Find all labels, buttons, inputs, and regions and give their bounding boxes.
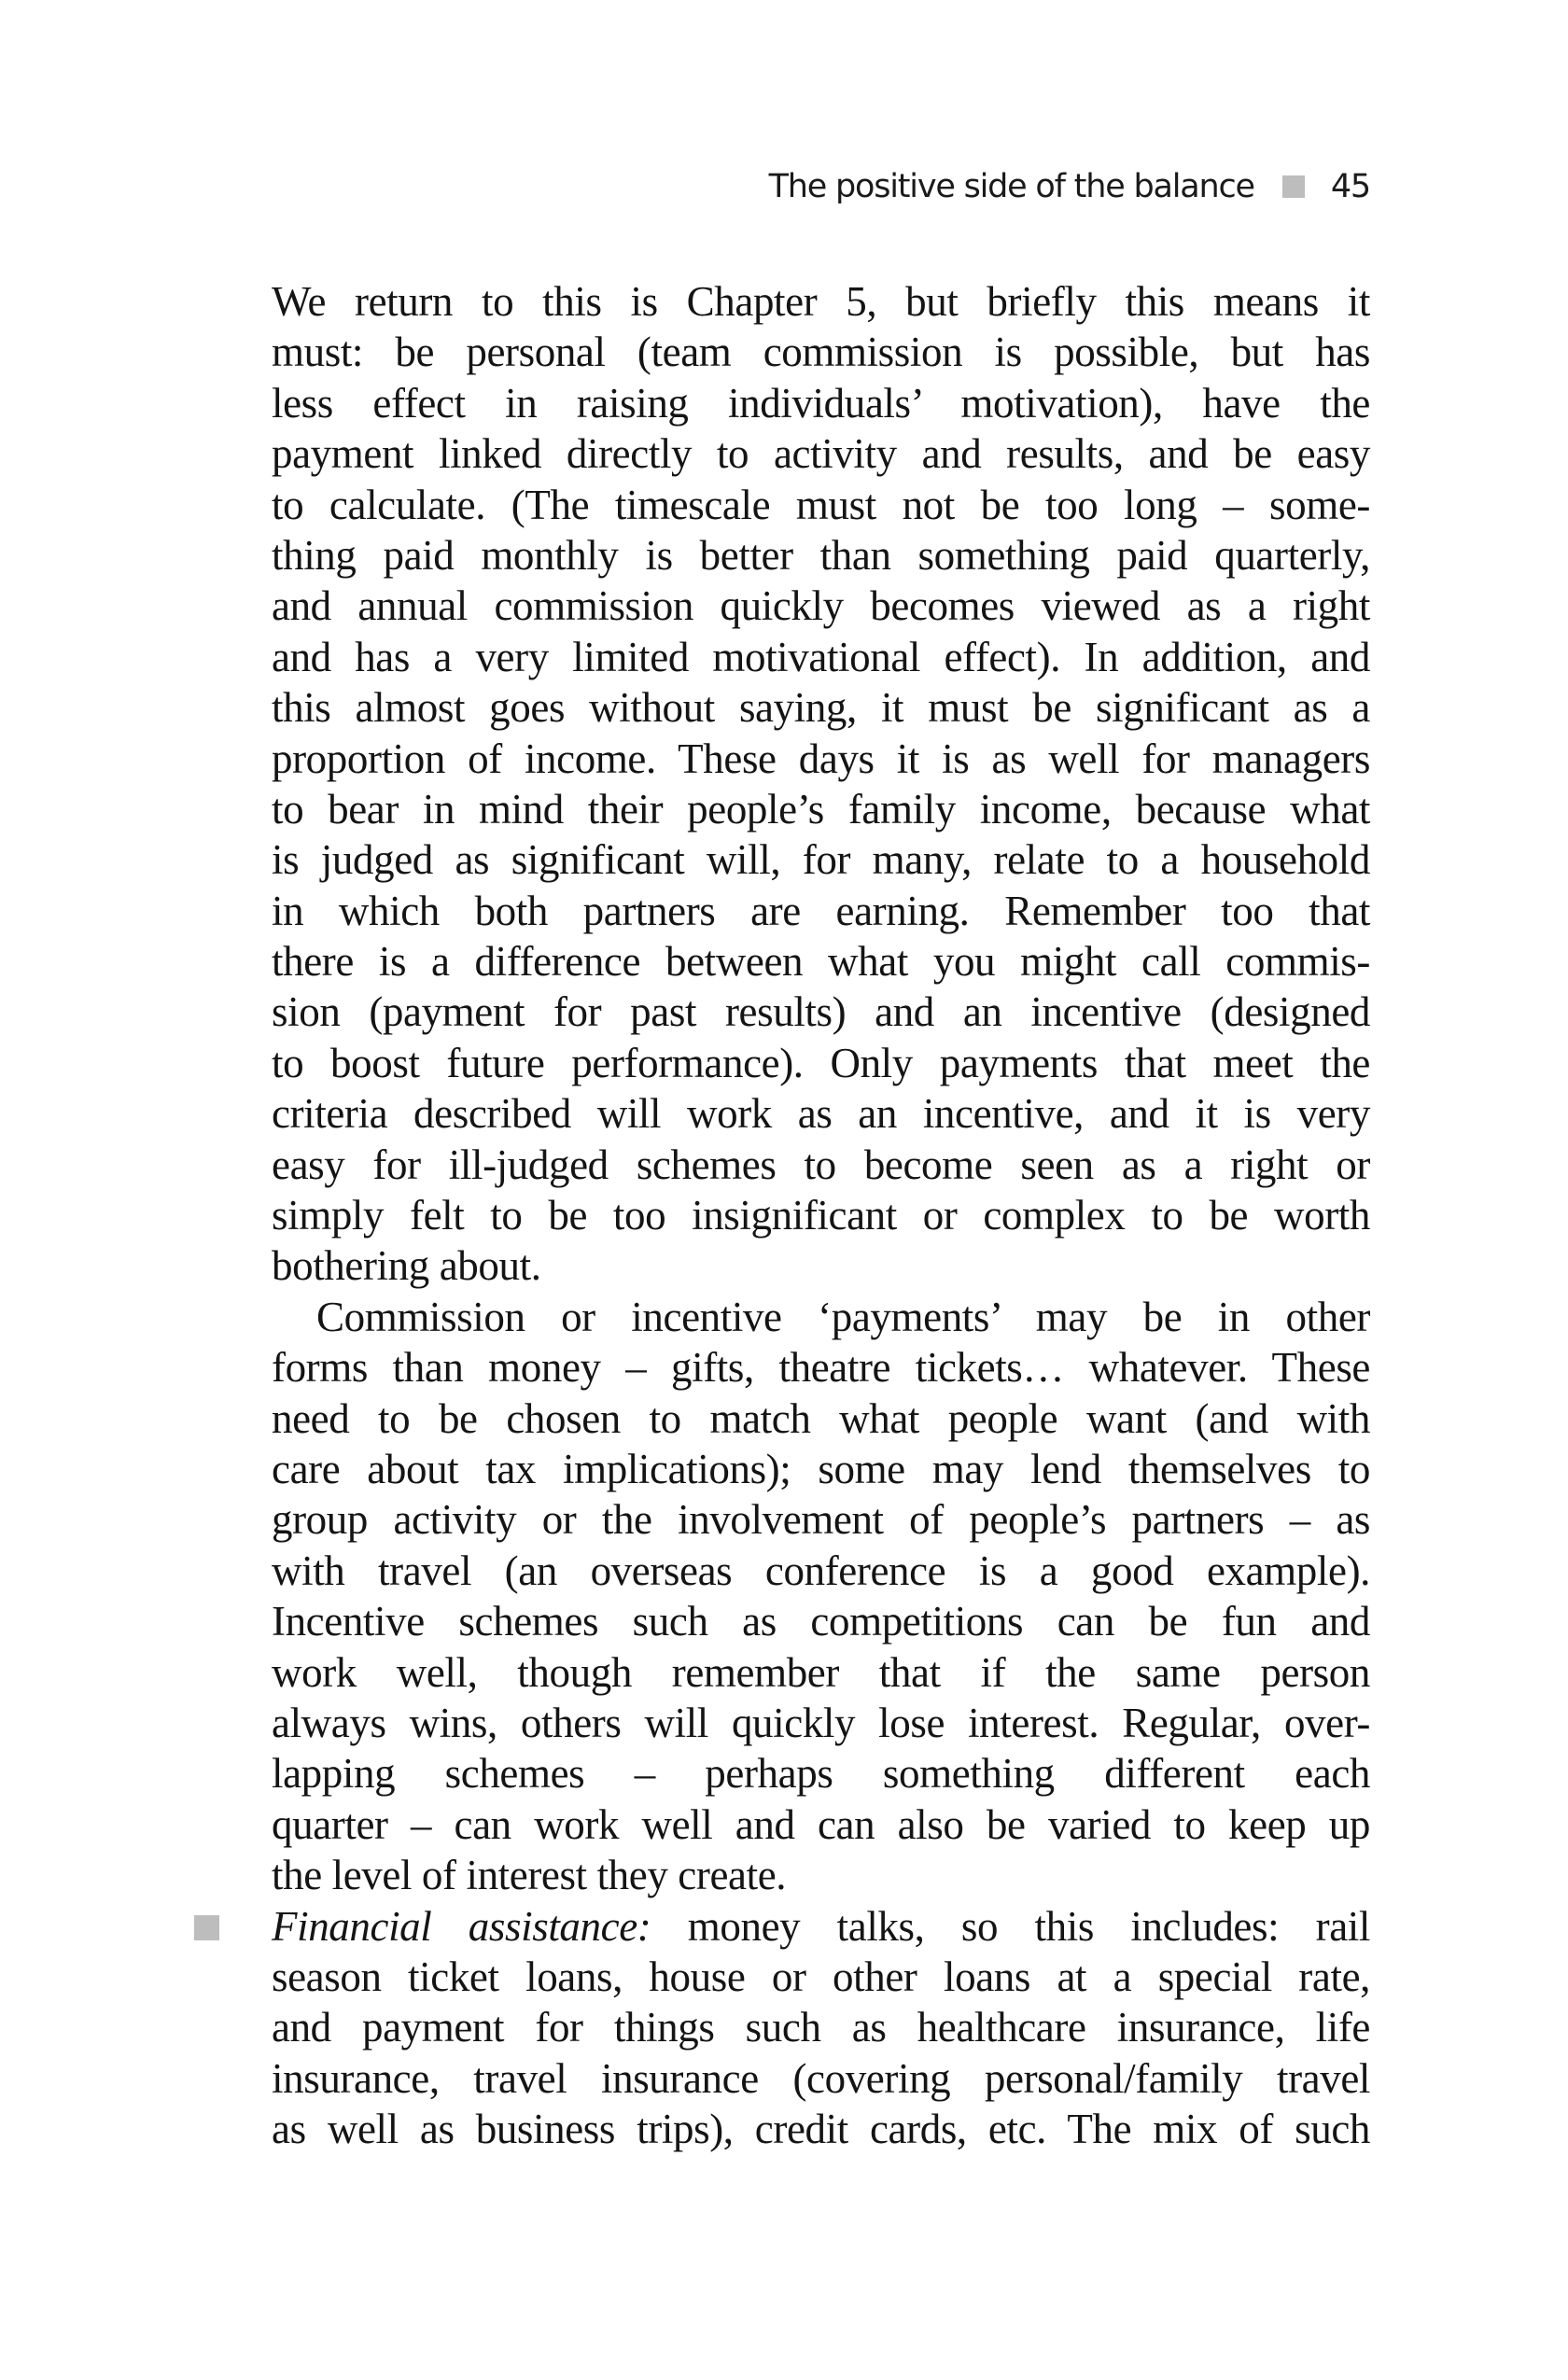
text-line: thing paid monthly is better than something paid quarterly,	[272, 531, 1370, 579]
text-line: is judged as significant will, for many, relate to a household	[272, 836, 1370, 884]
text-line: Incentive schemes such as competitions can be fun and	[272, 1598, 1370, 1645]
text-line: care about tax implications); some may lend themselves to	[272, 1445, 1370, 1492]
text-line: to bear in mind their people’s family income, because what	[272, 785, 1370, 833]
text-line: and has a very limited motivational effect). In addition, and	[272, 633, 1370, 680]
text-line	[272, 1901, 1370, 1952]
text-line: less effect in raising individuals’ motivation), have the	[272, 379, 1370, 427]
text-line: simply felt to be too insignificant or complex to be worth	[272, 1192, 1370, 1239]
text-line: easy for ill-judged schemes to become seen as a right or	[272, 1141, 1370, 1188]
text-line: proportion of income. These days it is as well for managers	[272, 735, 1370, 782]
bullet-text: money talks, so this includes: rail	[651, 1902, 1370, 1950]
text-line: forms than money – gifts, theatre tickets… whatever. These	[272, 1344, 1370, 1392]
bullet-term: Financial assistance:	[272, 1902, 651, 1950]
text-line: to boost future performance). Only payments that meet the	[272, 1039, 1370, 1086]
paragraph-commission-criteria	[272, 276, 1370, 1292]
text-line: the level of interest they create.	[272, 1852, 787, 1899]
text-line: group activity or the involvement of people’s partners – as	[272, 1496, 1370, 1544]
text-line: must: be personal (team commission is possible, but has	[272, 329, 1370, 376]
text-line: bothering about.	[272, 1242, 541, 1290]
text-line: need to be chosen to match what people want (and with	[272, 1394, 1370, 1442]
text-line: insurance, travel insurance (covering personal/family travel	[272, 2054, 1370, 2102]
text-line: in which both partners are earning. Remember too that	[272, 887, 1370, 934]
text-line: always wins, others will quickly lose interest. Regular, over-	[272, 1699, 1370, 1746]
text-line: quarter – can work well and can also be varied to keep up	[272, 1800, 1370, 1848]
text-line: and annual commission quickly becomes viewed as a right	[272, 582, 1370, 630]
text-line: season ticket loans, house or other loans at a special rate,	[272, 1953, 1370, 2000]
square-bullet-icon	[194, 1915, 219, 1940]
text-line: criteria described will work as an incentive, and it is very	[272, 1090, 1370, 1138]
text-line: payment linked directly to activity and results, and be easy	[272, 430, 1370, 478]
text-line: sion (payment for past results) and an incentive (designed	[272, 988, 1370, 1036]
text-line: work well, though remember that if the same person	[272, 1648, 1370, 1696]
bullet-item-financial-assistance	[272, 1901, 1370, 2155]
text-line: Commission or incentive ‘payments’ may be in other	[316, 1293, 1370, 1340]
page-number: 45	[1330, 168, 1370, 205]
running-head-title: The positive side of the balance	[768, 168, 1254, 205]
square-separator-icon	[1282, 175, 1305, 198]
body-text	[272, 276, 1370, 2154]
paragraph-non-cash-incentives	[272, 1292, 1370, 1901]
text-line: with travel (an overseas conference is a good example).	[272, 1547, 1370, 1594]
text-line: to calculate. (The timescale must not be too long – some-	[272, 481, 1370, 528]
text-line: as well as business trips), credit cards, etc. The mix of such	[272, 2106, 1370, 2153]
text-line: and payment for things such as healthcare insurance, life	[272, 2004, 1370, 2051]
text-line: this almost goes without saying, it must be significant as a	[272, 684, 1370, 732]
text-line: there is a difference between what you might call commis-	[272, 938, 1370, 986]
text-line: We return to this is Chapter 5, but briefly this means it	[272, 278, 1370, 325]
text-line: lapping schemes – perhaps something different each	[272, 1750, 1370, 1798]
running-head	[0, 164, 1370, 209]
